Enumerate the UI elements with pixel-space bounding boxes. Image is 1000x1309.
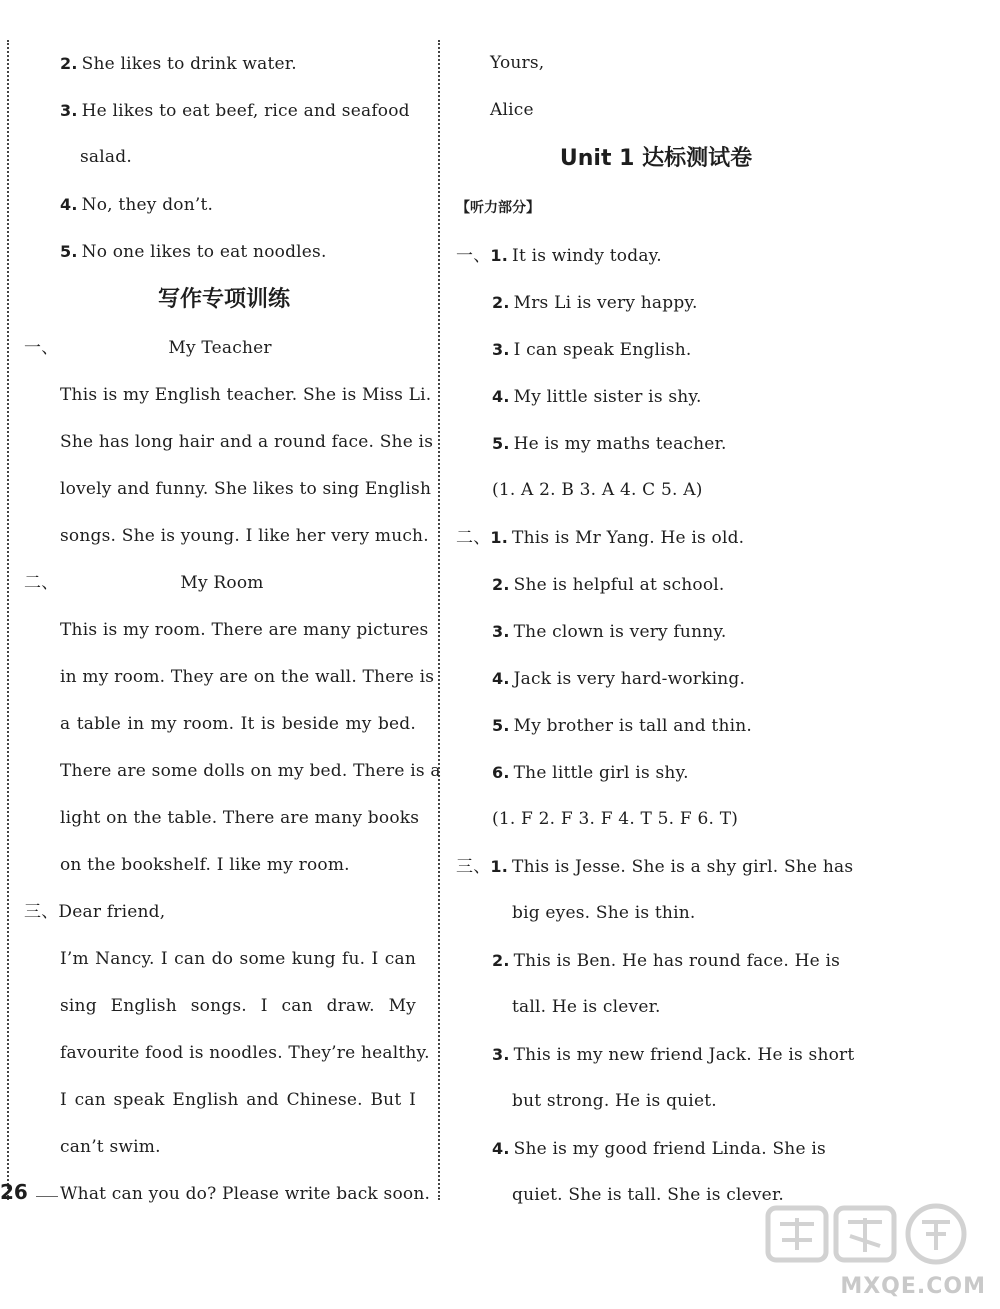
essay-line: light on the table. There are many books	[60, 808, 420, 828]
answer-key: (1. A 2. B 3. A 4. C 5. A)	[492, 480, 703, 500]
answer-line: 2. She likes to drink water.	[60, 54, 297, 74]
column-divider	[438, 40, 440, 1200]
essay-title: My Room	[180, 573, 264, 593]
letter-line: sing English songs. I can draw. My	[60, 996, 416, 1016]
section-heading: 写作专项训练	[157, 287, 290, 312]
question-continuation: big eyes. She is thin.	[512, 903, 696, 923]
letter-closing: Yours,	[490, 53, 545, 73]
unit-title: Unit 1 达标测试卷	[559, 146, 753, 171]
essay-line: lovely and funny. She likes to sing English	[60, 479, 432, 499]
question-continuation: quiet. She is tall. She is clever.	[512, 1185, 785, 1205]
essay-line: a table in my room. It is beside my bed.	[60, 714, 416, 734]
essay-line: in my room. They are on the wall. There is	[60, 667, 435, 687]
question-line: 一、1. It is windy today.	[456, 246, 662, 266]
question-line: 6. The little girl is shy.	[492, 763, 689, 783]
question-line: 二、1. This is Mr Yang. He is old.	[456, 528, 745, 548]
question-continuation: but strong. He is quiet.	[512, 1091, 717, 1111]
essay-line: She has long hair and a round face. She is	[60, 432, 434, 452]
right-column	[456, 40, 856, 1219]
section-label: 【听力部分】	[456, 200, 540, 216]
question-line: 3. This is my new friend Jack. He is short	[492, 1045, 855, 1065]
essay-line: This is my English teacher. She is Miss Li.	[60, 385, 432, 405]
essay-title: My Teacher	[168, 338, 272, 358]
page-number: 26	[0, 1180, 28, 1204]
essay-title-line: 一、 My Teacher	[24, 325, 424, 372]
question-line: 3. I can speak English.	[492, 340, 692, 360]
question-line: 2. Mrs Li is very happy.	[492, 293, 698, 313]
question-line: 5. My brother is tall and thin.	[492, 716, 753, 736]
letter-line: can’t swim.	[60, 1137, 161, 1157]
left-column	[24, 40, 441, 1218]
letter-line: favourite food is noodles. They’re healthy.	[60, 1043, 430, 1063]
letter-line: I’m Nancy. I can do some kung fu. I can	[60, 949, 416, 969]
answer-line: salad.	[80, 147, 132, 167]
essay-line: There are some dolls on my bed. There is a	[60, 761, 441, 781]
essay-line: on the bookshelf. I like my room.	[60, 855, 350, 875]
left-margin-rule	[7, 40, 9, 1200]
footer-rule	[36, 1196, 58, 1197]
question-line: 4. My little sister is shy.	[492, 387, 702, 407]
answer-line: 4. No, they don’t.	[60, 195, 214, 215]
letter-greeting: 三、Dear friend,	[24, 902, 166, 922]
answer-line: 3. He likes to eat beef, rice and seafood	[60, 101, 410, 121]
question-line: 2. This is Ben. He has round face. He is	[492, 951, 841, 971]
question-line: 2. She is helpful at school.	[492, 575, 725, 595]
question-continuation: tall. He is clever.	[512, 997, 661, 1017]
essay-line: This is my room. There are many pictures	[60, 620, 429, 640]
watermark-text: MXQE.COM	[840, 1274, 986, 1299]
question-line: 4. She is my good friend Linda. She is	[492, 1139, 826, 1159]
answer-line: 5. No one likes to eat noodles.	[60, 242, 327, 262]
question-line: 4. Jack is very hard-working.	[492, 669, 746, 689]
essay-title-line: 二、 My Room	[24, 560, 424, 607]
letter-line: What can you do? Please write back soon.	[60, 1184, 431, 1204]
letter-line: I can speak English and Chinese. But I	[60, 1090, 416, 1110]
answer-key: (1. F 2. F 3. F 4. T 5. F 6. T)	[492, 809, 739, 829]
essay-line: songs. She is young. I like her very much.	[60, 526, 429, 546]
letter-signature: Alice	[490, 100, 534, 120]
question-line: 3. The clown is very funny.	[492, 622, 727, 642]
question-line: 三、1. This is Jesse. She is a shy girl. She has	[456, 857, 854, 877]
question-line: 5. He is my maths teacher.	[492, 434, 727, 454]
